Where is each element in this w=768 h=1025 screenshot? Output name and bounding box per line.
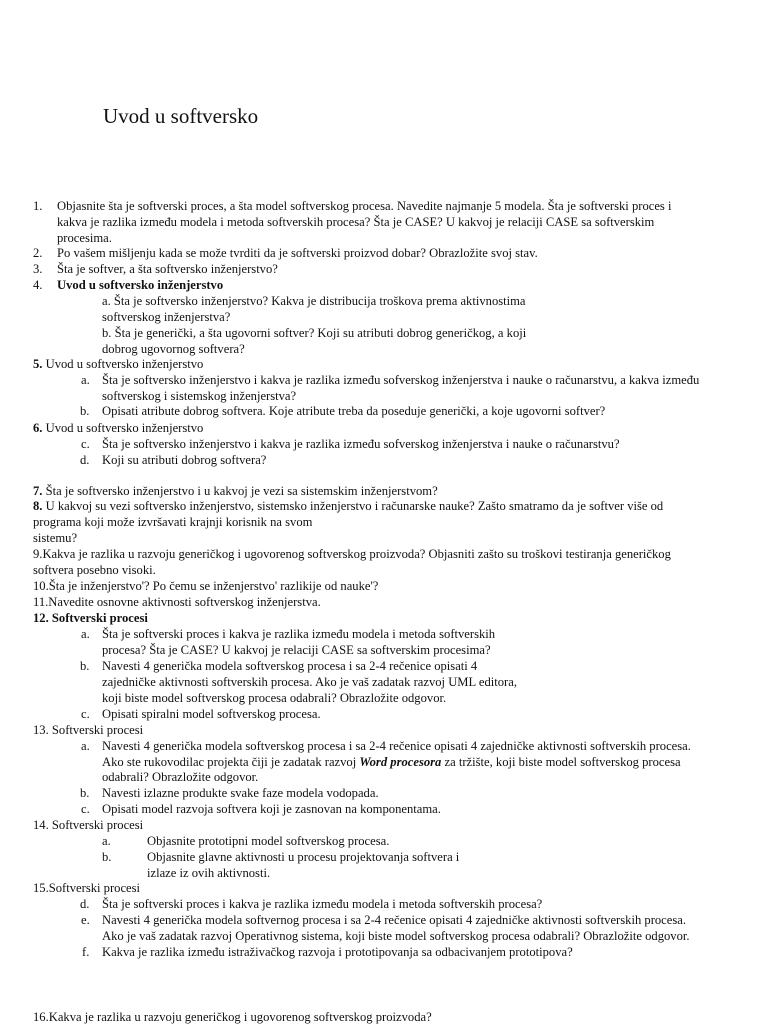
q9-line1: 9.Kakva je razlika u razvoju generičkog i ugovorenog softverskog proizvoda? Objasniti zašto su troškovi testiranja generičkog [33, 547, 671, 561]
q13-c-line1: Opisati model razvoja softvera koji je zasnovan na komponentama. [102, 802, 441, 816]
q6-number: 6. [33, 421, 43, 435]
q13-b-marker: b. [80, 786, 90, 800]
q1-line2: kakva je razlika između modela i metoda softverskih procesa? Šta je CASE? U kakvoj je relaciji CASE sa softverskim [57, 215, 655, 229]
q8-text-line1: U kakvoj su vezi softversko inženjerstvo, sistemsko inženjerstvo i računarske nauke? Zašto smatramo da je softver više od [42, 499, 664, 513]
q4-a-line2: softverskog inženjerstva? [102, 310, 231, 324]
q5-b-marker: b. [80, 404, 90, 418]
q6-c-line1: Šta je softversko inženjerstvo i kakva je razlika između sofverskog inženjerstva i nauke o računarstvu? [102, 437, 620, 451]
q4-b-line1: b. Šta je generički, a šta ugovorni softver? Koji su atributi dobrog generičkog, a koji [102, 326, 527, 340]
q4-b-line2: dobrog ugovornog softvera? [102, 342, 245, 356]
q8-number: 8. [33, 499, 43, 513]
q12-heading: 12. Softverski procesi [33, 611, 148, 625]
q14-a-marker: a. [102, 834, 111, 848]
q8-line3: sistemu? [33, 531, 78, 545]
q13-a-line2-post: za tržište, koji biste model softverskog procesa [441, 755, 681, 769]
q15-e-line2: Ako je vaš zadatak razvoj Operativnog sistema, koji biste model softverskog procesa odabrali? Obrazložite odgovor. [102, 929, 690, 943]
q13-c-marker: c. [81, 802, 90, 816]
q2-number: 2. [33, 246, 43, 260]
q14-a-line1: Objasnite prototipni model softverskog procesa. [147, 834, 390, 848]
q8-line1 [33, 498, 663, 514]
q1-line1: Objasnite šta je softverski proces, a šta model softverskog procesa. Navedite najmanje 5 modela. Šta je softverski proces i [57, 199, 672, 213]
q6-heading: Uvod u softversko inženjerstvo [42, 421, 204, 435]
q6-heading-line [33, 420, 203, 436]
q15-e-marker: e. [81, 913, 90, 927]
q8-line2: programa koji može izvršavati krajnji korisnik na svom [33, 515, 313, 529]
q4-number: 4. [33, 278, 43, 292]
page-title: Uvod u softversko [103, 104, 259, 128]
q9-line2: softvera posebno visoki. [33, 563, 156, 577]
q1-line3: procesima. [57, 231, 112, 245]
q1-number: 1. [33, 199, 43, 213]
q2-text: Po vašem mišljenju kada se može tvrditi da je softverski proizvod dobar? Obrazložite svoj stav. [57, 246, 538, 260]
q6-c-marker: c. [81, 437, 90, 451]
q7-text: Šta je softversko inženjerstvo i u kakvoj je vezi sa sistemskim inženjerstvom? [42, 484, 438, 498]
q15-f-marker: f. [82, 945, 90, 959]
q15-heading: 15.Softverski procesi [33, 881, 141, 895]
q12-a-marker: a. [81, 627, 90, 641]
q12-b-line3: koji biste model softverskog procesa odabrali? Obrazložite odgovor. [102, 691, 447, 705]
q12-a-line1: Šta je softverski proces i kakva je razlika između modela i metoda softverskih [102, 627, 496, 641]
q13-a-marker: a. [81, 739, 90, 753]
q5-b-line1: Opisati atribute dobrog softvera. Koje atribute treba da poseduje generički, a koje ugovorni softver? [102, 404, 606, 418]
q7-line [33, 483, 438, 499]
q13-heading: 13. Softverski procesi [33, 723, 144, 737]
q5-a-marker: a. [81, 373, 90, 387]
q5-heading: Uvod u softversko inženjerstvo [42, 357, 204, 371]
q14-b-line1: Objasnite glavne aktivnosti u procesu projektovanja softvera i [147, 850, 460, 864]
q15-f-line1: Kakva je razlika između istraživačkog razvoja i prototipovanja sa odbacivanjem prototipova? [102, 945, 573, 959]
q7-number: 7. [33, 484, 43, 498]
q12-c-marker: c. [81, 707, 90, 721]
q5-a-line1: Šta je softversko inženjerstvo i kakva je razlika između sofverskog inženjerstva i nauke o računarstvu, a kakva između [102, 373, 700, 387]
q13-a-line2-pre: Ako ste rukovodilac projekta čiji je zadatak razvoj [102, 755, 360, 769]
q12-b-line1: Navesti 4 generička modela softverskog procesa i sa 2-4 rečenice opisati 4 [102, 659, 478, 673]
q5-heading-line [33, 356, 203, 372]
q5-number: 5. [33, 357, 43, 371]
q12-b-line2: zajedničke aktivnosti softverskih procesa. Ako je vaš zadatak razvoj UML editora, [102, 675, 517, 689]
q4-heading: Uvod u softversko inženjerstvo [57, 278, 224, 292]
q12-b-marker: b. [80, 659, 90, 673]
q16-text: 16.Kakva je razlika u razvoju generičkog i ugovorenog softverskog proizvoda? [33, 1010, 432, 1024]
q13-a-line3: odabrali? Obrazložite odgovor. [102, 770, 259, 784]
q10-text: 10.Šta je inženjerstvo'? Po čemu se inženjerstvo' razlikije od nauke'? [33, 579, 379, 593]
q15-d-marker: d. [80, 897, 90, 911]
q14-b-marker: b. [102, 850, 112, 864]
q12-a-line2: procesa? Šta je CASE? U kakvoj je relaciji CASE sa softverskim procesima? [102, 643, 491, 657]
q3-text: Šta je softver, a šta softversko inženjerstvo? [57, 262, 278, 276]
q12-c-line1: Opisati spiralni model softverskog procesa. [102, 707, 321, 721]
q13-a-line2 [102, 754, 681, 770]
q15-e-line1: Navesti 4 generička modela softvernog procesa i sa 2-4 rečenice opisati 4 zajedničke aktivnosti softverskih procesa. [102, 913, 686, 927]
q13-word-processor-emphasis: Word procesora [359, 755, 442, 769]
q4-a-line1: a. Šta je softversko inženjerstvo? Kakva je distribucija troškova prema aktivnostima [102, 294, 526, 308]
q13-a-line1: Navesti 4 generička modela softverskog procesa i sa 2-4 rečenice opisati 4 zajedničke aktivnosti softverskih procesa. [102, 739, 691, 753]
q6-d-marker: d. [80, 453, 90, 467]
q3-number: 3. [33, 262, 43, 276]
q13-b-line1: Navesti izlazne produkte svake faze modela vodopada. [102, 786, 379, 800]
q6-d-line1: Koji su atributi dobrog softvera? [102, 453, 267, 467]
q14-b-line2: izlaze iz ovih aktivnosti. [147, 866, 271, 880]
q5-a-line2: softverskog i sistemskog inženjerstva? [102, 389, 297, 403]
q11-text: 11.Navedite osnovne aktivnosti softverskog inženjerstva. [33, 595, 321, 609]
q14-heading: 14. Softverski procesi [33, 818, 144, 832]
q15-d-line1: Šta je softverski proces i kakva je razlika između modela i metoda softverskih procesa? [102, 897, 543, 911]
